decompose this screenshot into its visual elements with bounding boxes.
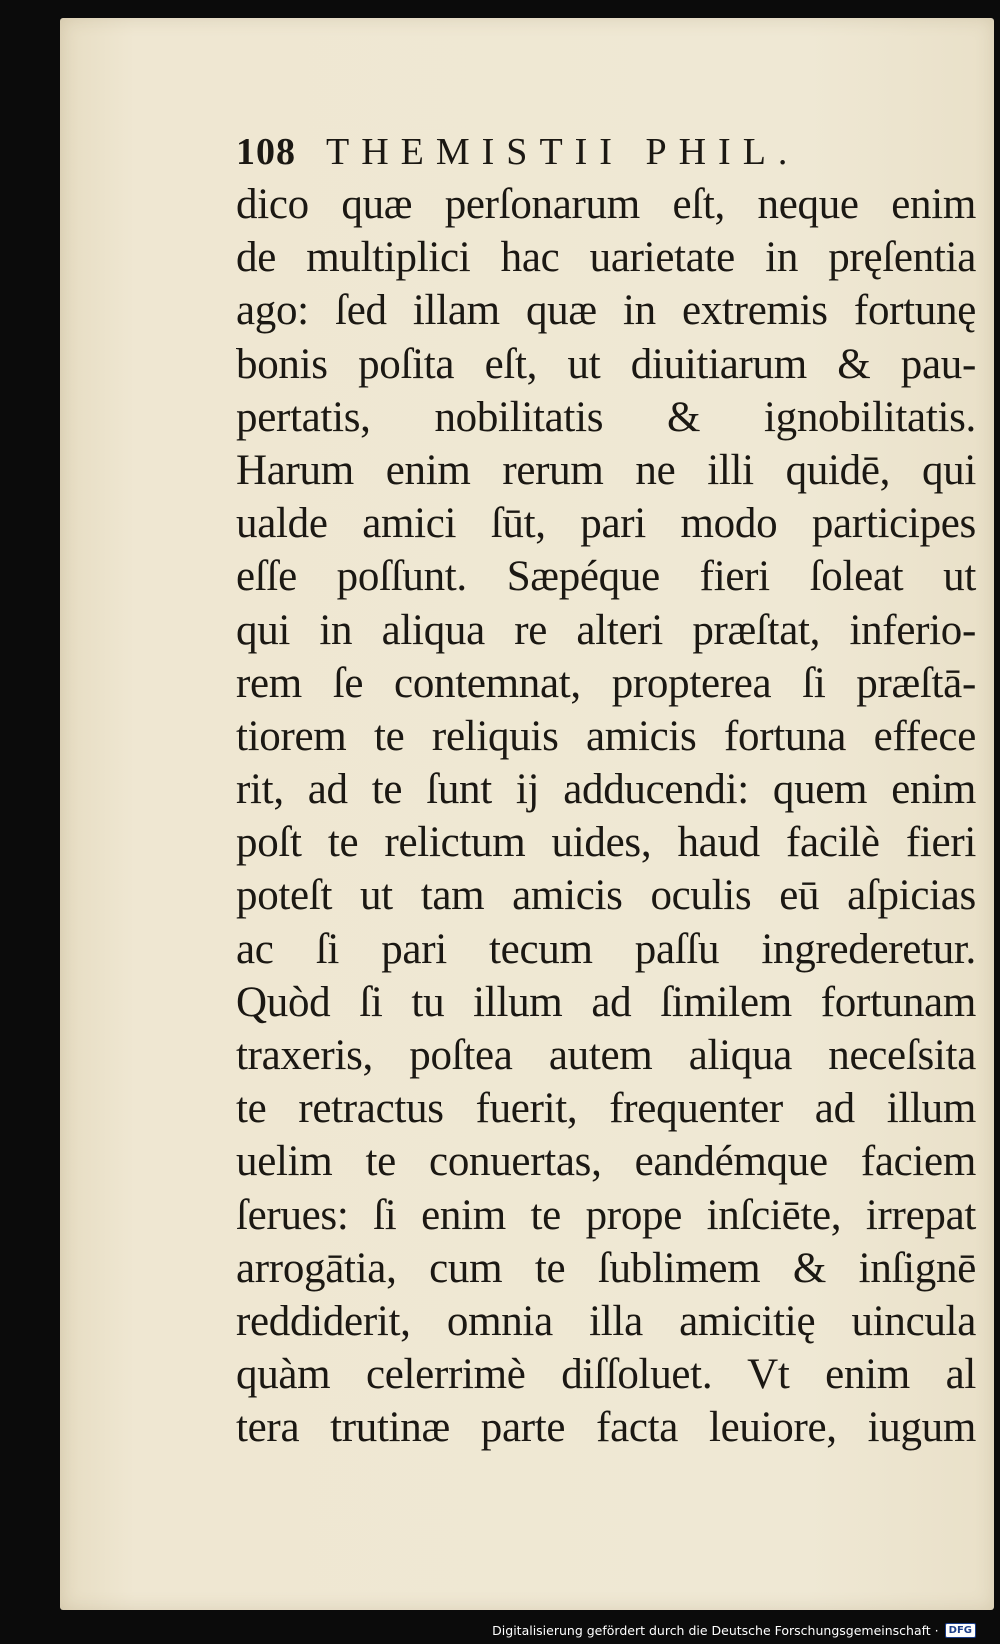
text-line: eſſe poſſunt. Sæpéque fieri ſoleat ut bbox=[236, 553, 976, 601]
text-line: tera trutinæ parte facta leuiore, iugum bbox=[236, 1404, 976, 1452]
text-line: traxeris, poſtea autem aliqua neceſsita bbox=[236, 1032, 976, 1079]
text-line: reddiderit, omnia illa amicitię uincula bbox=[236, 1297, 976, 1345]
text-line: dico quæ perſonarum eſt, neque enim bbox=[236, 181, 976, 228]
body-text bbox=[236, 178, 976, 1455]
text-line: poteſt ut tam amicis oculis eū aſpicias bbox=[236, 872, 976, 920]
text-line: ualde amici ſūt, pari modo participes bbox=[236, 500, 976, 548]
text-line: ſerues: ſi enim te prope inſciēte, irrepat bbox=[236, 1191, 976, 1239]
footer-text: Digitalisierung gefördert durch die Deutsche Forschungsgemeinschaft · bbox=[492, 1623, 939, 1638]
text-line: quàm celerrimè diſſoluet. Vt enim al bbox=[236, 1351, 976, 1399]
text-line: Quòd ſi tu illum ad ſimilem fortunam bbox=[236, 978, 976, 1026]
text-line: ac ſi pari tecum paſſu ingrederetur. bbox=[236, 925, 976, 973]
running-head-title: THEMISTII PHIL. bbox=[326, 131, 800, 173]
text-line: pertatis, nobilitatis & ignobilitatis. bbox=[236, 393, 976, 441]
text-line: tiorem te reliquis amicis fortuna effece bbox=[236, 712, 976, 760]
page-number: 108 bbox=[236, 131, 296, 173]
funding-footer bbox=[492, 1623, 976, 1638]
text-line: qui in aliqua re alteri præſtat, inferio- bbox=[236, 606, 976, 654]
text-line: bonis poſita eſt, ut diuitiarum & pau- bbox=[236, 340, 976, 388]
text-block bbox=[236, 126, 976, 1455]
text-line: te retractus fuerit, frequenter ad illum bbox=[236, 1085, 976, 1133]
text-line: rem ſe contemnat, propterea ſi præſtā- bbox=[236, 659, 976, 707]
text-line: Harum enim rerum ne illi quidē, qui bbox=[236, 446, 976, 494]
text-line: ago: ſed illam quæ in extremis fortunę bbox=[236, 287, 976, 335]
dfg-logo: DFG bbox=[945, 1623, 976, 1638]
text-line: uelim te conuertas, eandémque faciem bbox=[236, 1138, 976, 1186]
running-head bbox=[236, 126, 976, 178]
text-line: rit, ad te ſunt ij adducendi: quem enim bbox=[236, 766, 976, 814]
text-line: de multiplici hac uarietate in pręſentia bbox=[236, 234, 976, 282]
text-line: poſt te relictum uides, haud facilè fieri bbox=[236, 819, 976, 867]
book-page bbox=[60, 18, 994, 1610]
text-line: arrogātia, cum te ſublimem & inſignē bbox=[236, 1244, 976, 1292]
